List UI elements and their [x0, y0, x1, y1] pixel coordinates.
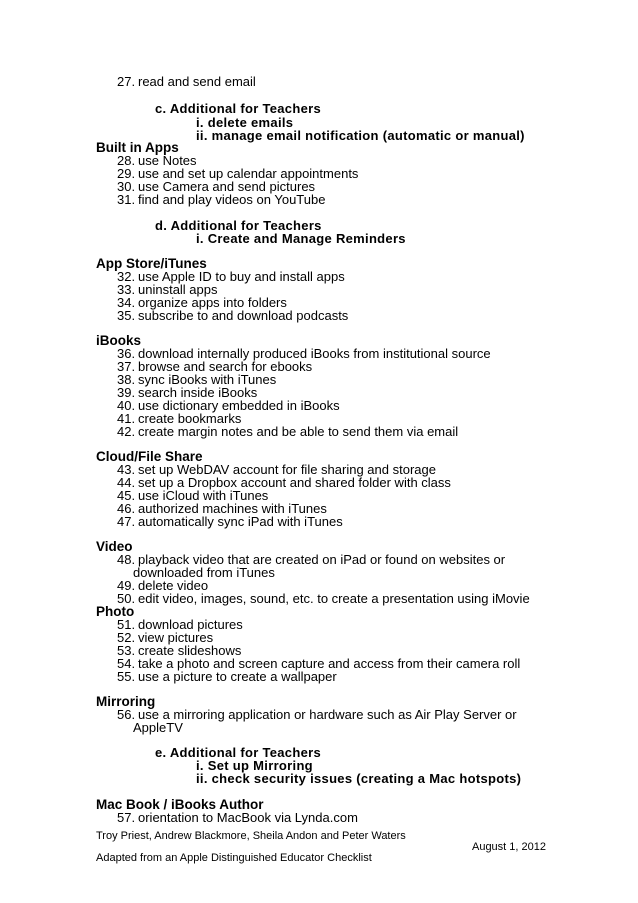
list-item: 42. create margin notes and be able to send them via email: [117, 424, 459, 439]
list-item: 54. take a photo and screen capture and access from their camera roll: [117, 656, 521, 671]
section-heading: iBooks: [96, 333, 142, 348]
list-item: 43. set up WebDAV account for file sharing and storage: [117, 462, 436, 477]
section-heading: Mac Book / iBooks Author: [96, 797, 264, 812]
list-item: 35. subscribe to and download podcasts: [117, 308, 349, 323]
list-item: 28. use Notes: [117, 153, 197, 168]
list-item: 47. automatically sync iPad with iTunes: [117, 514, 343, 529]
list-item: 36. download internally produced iBooks from institutional source: [117, 346, 491, 361]
subsection-item: i. Create and Manage Reminders: [196, 231, 406, 246]
section-heading: Photo: [96, 604, 135, 619]
list-item: 45. use iCloud with iTunes: [117, 488, 269, 503]
subsection-item: i. Set up Mirroring: [196, 758, 313, 773]
list-item: 56. use a mirroring application or hardware such as Air Play Server or: [117, 707, 517, 722]
footer-authors: Troy Priest, Andrew Blackmore, Sheila Andon and Peter Waters: [96, 830, 406, 842]
list-item: 39. search inside iBooks: [117, 385, 258, 400]
footer-source: Adapted from an Apple Distinguished Educator Checklist: [96, 852, 372, 864]
list-item: 53. create slideshows: [117, 643, 242, 658]
list-item: 52. view pictures: [117, 630, 214, 645]
list-item: 50. edit video, images, sound, etc. to create a presentation using iMovie: [117, 591, 530, 606]
list-item: 51. download pictures: [117, 617, 243, 632]
section-heading: Video: [96, 539, 133, 554]
list-item: 37. browse and search for ebooks: [117, 359, 313, 374]
list-item: 30. use Camera and send pictures: [117, 179, 316, 194]
list-item: 44. set up a Dropbox account and shared folder with class: [117, 475, 451, 490]
subsection-item: ii. check security issues (creating a Mac hotspots): [196, 771, 522, 786]
subsection-item: i. delete emails: [196, 115, 294, 130]
list-item-continuation: downloaded from iTunes: [133, 565, 275, 580]
list-item: 57. orientation to MacBook via Lynda.com: [117, 810, 358, 825]
subsection-heading: e. Additional for Teachers: [155, 745, 321, 760]
subsection-item: ii. manage email notification (automatic or manual): [196, 128, 525, 143]
section-heading: Mirroring: [96, 694, 156, 709]
list-item: 55. use a picture to create a wallpaper: [117, 669, 337, 684]
subsection-heading: c. Additional for Teachers: [155, 101, 321, 116]
footer-date: August 1, 2012: [471, 841, 546, 853]
list-item: 29. use and set up calendar appointments: [117, 166, 359, 181]
subsection-heading: d. Additional for Teachers: [155, 218, 322, 233]
section-heading: Built in Apps: [96, 140, 179, 155]
list-item: 46. authorized machines with iTunes: [117, 501, 327, 516]
list-item: 27. read and send email: [117, 74, 256, 89]
section-heading: App Store/iTunes: [96, 256, 207, 271]
list-item: 34. organize apps into folders: [117, 295, 287, 310]
list-item-continuation: AppleTV: [133, 720, 183, 735]
list-item: 48. playback video that are created on iPad or found on websites or: [117, 552, 506, 567]
list-item: 31. find and play videos on YouTube: [117, 192, 326, 207]
list-item: 49. delete video: [117, 578, 209, 593]
section-heading: Cloud/File Share: [96, 449, 203, 464]
list-item: 32. use Apple ID to buy and install apps: [117, 269, 345, 284]
list-item: 33. uninstall apps: [117, 282, 218, 297]
list-item: 40. use dictionary embedded in iBooks: [117, 398, 340, 413]
list-item: 38. sync iBooks with iTunes: [117, 372, 277, 387]
list-item: 41. create bookmarks: [117, 411, 242, 426]
